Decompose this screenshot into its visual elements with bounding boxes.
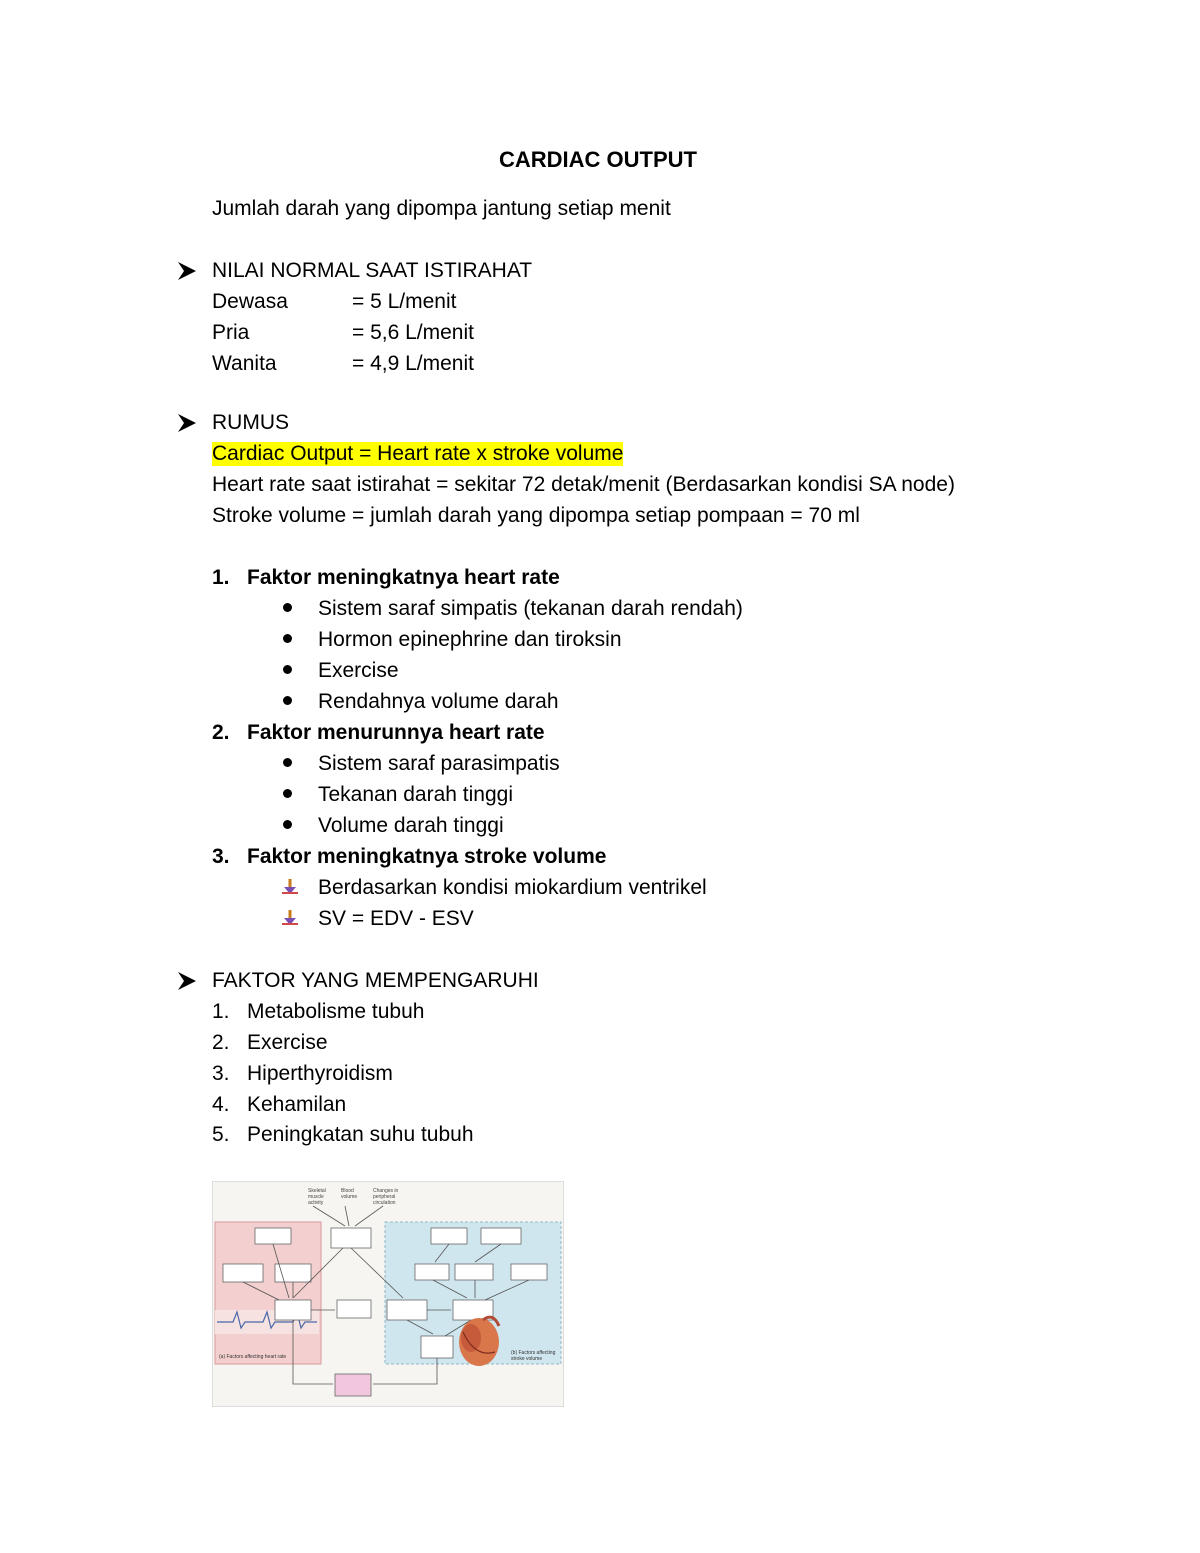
filled-dot-icon [283,696,292,705]
factor-title: Faktor meningkatnya stroke volume [247,845,607,868]
arrowhead-icon [176,969,198,993]
filled-dot-icon [283,665,292,674]
filled-dot-icon [283,758,292,767]
cardiac-output-diagram-image [212,1181,564,1407]
numbered-item-number: 2. [212,1031,230,1054]
filled-dot-icon [283,820,292,829]
filled-dot-icon [283,634,292,643]
list-item: Tekanan darah tinggi [318,783,513,806]
numbered-item-text: Exercise [247,1031,328,1054]
list-item: Hormon epinephrine dan tiroksin [318,628,622,651]
list-item: Sistem saraf simpatis (tekanan darah rendah) [318,597,743,620]
numbered-item-text: Peningkatan suhu tubuh [247,1123,474,1146]
svg-text:(b) Factors affecting: (b) Factors affecting [511,1350,556,1356]
svg-text:stroke volume: stroke volume [511,1356,543,1362]
heart-rate-line: Heart rate saat istirahat = sekitar 72 detak/menit (Berdasarkan kondisi SA node) [212,473,955,496]
list-item: Exercise [318,659,399,682]
numbered-item-text: Hiperthyroidism [247,1062,393,1085]
row-value-dewasa: = 5 L/menit [352,290,457,313]
list-item: Rendahnya volume darah [318,690,559,713]
row-value-wanita: = 4,9 L/menit [352,352,474,375]
section-heading-factors: FAKTOR YANG MEMPENGARUHI [212,969,539,992]
list-item: Sistem saraf parasimpatis [318,752,560,775]
numbered-item-number: 5. [212,1123,230,1146]
section-heading-normal-values: NILAI NORMAL SAAT ISTIRAHAT [212,259,533,282]
numbered-item-number: 4. [212,1093,230,1116]
numbered-item-number: 3. [212,1062,230,1085]
list-item: Volume darah tinggi [318,814,504,837]
numbered-item-number: 1. [212,1000,230,1023]
colored-arrow-icon [281,909,299,927]
numbered-item-text: Metabolisme tubuh [247,1000,425,1023]
row-value-pria: = 5,6 L/menit [352,321,474,344]
definition-text: Jumlah darah yang dipompa jantung setiap menit [212,197,671,220]
row-label-pria: Pria [212,321,250,344]
svg-text:activity: activity [308,1200,324,1206]
svg-text:Blood: Blood [341,1188,354,1194]
numbered-item-text: Kehamilan [247,1093,347,1116]
svg-text:muscle: muscle [308,1194,324,1200]
svg-text:(a) Factors affecting heart ra: (a) Factors affecting heart rate [219,1354,287,1360]
stroke-volume-line: Stroke volume = jumlah darah yang dipompa setiap pompaan = 70 ml [212,504,860,527]
svg-text:Changes in: Changes in [373,1188,399,1194]
arrowhead-icon [176,259,198,283]
factor-number: 3. [212,845,230,868]
filled-dot-icon [283,789,292,798]
svg-text:Skeletal: Skeletal [308,1188,326,1194]
factor-number: 1. [212,566,230,589]
row-label-wanita: Wanita [212,352,277,375]
formula-highlighted: Cardiac Output = Heart rate x stroke volume [212,442,624,465]
colored-arrow-icon [281,878,299,896]
row-label-dewasa: Dewasa [212,290,288,313]
svg-text:volume: volume [341,1194,358,1200]
factor-number: 2. [212,721,230,744]
svg-text:circulation: circulation [373,1200,396,1206]
list-item: Berdasarkan kondisi miokardium ventrikel [318,876,707,899]
factor-title: Faktor meningkatnya heart rate [247,566,560,589]
list-item: SV = EDV - ESV [318,907,474,930]
arrowhead-icon [176,411,198,435]
factor-title: Faktor menurunnya heart rate [247,721,545,744]
section-heading-rumus: RUMUS [212,411,289,434]
svg-text:peripheral: peripheral [373,1194,396,1200]
filled-dot-icon [283,603,292,612]
page-title: CARDIAC OUTPUT [499,147,697,172]
